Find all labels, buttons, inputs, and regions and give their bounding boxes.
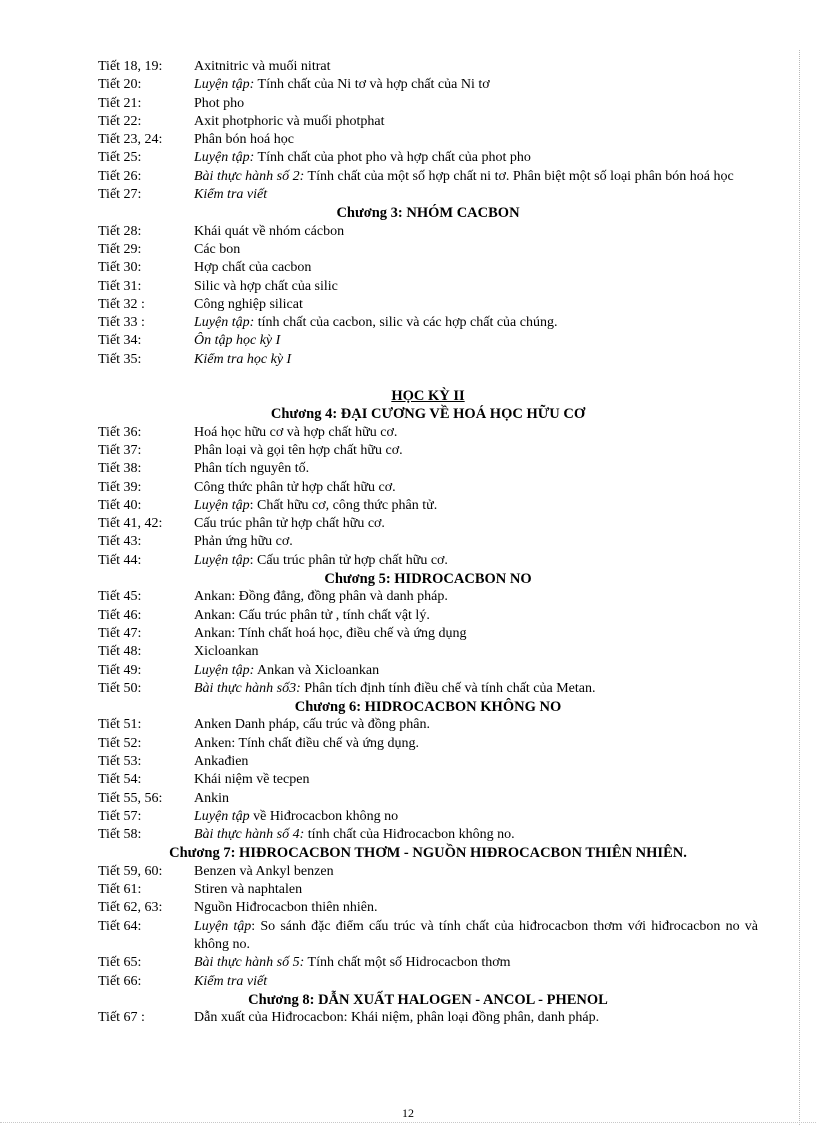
lesson-label: Tiết 45:: [98, 589, 142, 605]
lesson-row: [98, 314, 758, 332]
lesson-row: [98, 168, 758, 186]
lesson-description: Khái quát về nhóm cácbon: [194, 223, 345, 239]
lesson-description: Cấu trúc phân tử hợp chất hữu cơ.: [194, 516, 385, 532]
lesson-row: [98, 497, 758, 515]
lesson-label: Tiết 53:: [98, 753, 142, 769]
lesson-text: [194, 808, 758, 826]
lesson-row: [98, 954, 758, 972]
lesson-description: Xicloankan: [194, 644, 259, 660]
lesson-label: Tiết 55, 56:: [98, 790, 163, 806]
lesson-label: Tiết 26:: [98, 168, 142, 184]
lesson-label: Tiết 29:: [98, 241, 142, 257]
lesson-description: tính chất của cacbon, silic và các hợp chất của chúng.: [254, 315, 558, 331]
lesson-row: [98, 149, 758, 167]
lesson-text: [194, 735, 758, 753]
chapter-heading: Chương 3: NHÓM CACBON: [336, 205, 520, 222]
lesson-text: [194, 479, 758, 497]
lesson-label: Tiết 23, 24:: [98, 132, 163, 148]
lesson-label: Tiết 34:: [98, 333, 142, 349]
lesson-row: [98, 424, 758, 442]
lesson-label: Tiết 33 :: [98, 315, 145, 331]
lesson-label: Tiết 40:: [98, 497, 142, 513]
lesson-label: Tiết 52:: [98, 735, 142, 751]
lesson-row: [98, 899, 758, 917]
lesson-type: Luyện tập: [194, 552, 250, 568]
lesson-type: Luyện tập: [194, 918, 252, 934]
lesson-text: [194, 186, 758, 204]
lesson-label: Tiết 49:: [98, 662, 142, 678]
lesson-type: Bài thực hành số 2:: [194, 168, 305, 184]
lesson-label: Tiết 57:: [98, 808, 142, 824]
lesson-label: Tiết 20:: [98, 77, 142, 93]
lesson-label: Tiết 21:: [98, 95, 142, 111]
lesson-description: Tính chất của phot pho và hợp chất của phot pho: [254, 150, 531, 166]
lesson-description: Hoá học hữu cơ và hợp chất hữu cơ.: [194, 424, 398, 440]
lesson-text: [194, 533, 758, 551]
lesson-row: [98, 278, 758, 296]
lesson-label: Tiết 48:: [98, 644, 142, 660]
lesson-type: Bài thực hành số 5:: [194, 955, 305, 971]
lesson-label: Tiết 61:: [98, 882, 142, 898]
lesson-label: Tiết 66:: [98, 973, 142, 989]
chapter-heading: Chương 4: ĐẠI CƯƠNG VỀ HOÁ HỌC HỮU CƠ: [270, 406, 586, 423]
lesson-description: Anken: Tính chất điều chế và ứng dụng.: [194, 735, 420, 751]
lesson-text: [194, 954, 758, 972]
lesson-description: Tính chất của Ni tơ và hợp chất của Ni tơ: [254, 77, 490, 93]
lesson-row: [98, 332, 758, 350]
lesson-label: Tiết 32 :: [98, 296, 145, 312]
lesson-row: [98, 680, 758, 698]
lesson-row: [98, 186, 758, 204]
lesson-label: Tiết 47:: [98, 625, 142, 641]
lesson-type: Bài thực hành số 4:: [194, 827, 305, 843]
lesson-description: Phân loại và gọi tên hợp chất hữu cơ.: [194, 442, 403, 458]
lesson-text: [194, 753, 758, 771]
page-border-dotted: [799, 50, 800, 1125]
lesson-type: Luyện tập:: [194, 150, 255, 166]
lesson-text: [194, 881, 758, 899]
lesson-label: Tiết 37:: [98, 442, 142, 458]
lesson-row: [98, 58, 758, 76]
lesson-row: [98, 479, 758, 497]
lesson-type: Kiểm tra học kỳ I: [194, 351, 292, 367]
lesson-label: Tiết 35:: [98, 351, 142, 367]
lesson-description: Phản ứng hữu cơ.: [194, 534, 293, 550]
lesson-description: Ankin: [194, 790, 229, 806]
lesson-type: Luyện tập: [194, 497, 250, 513]
lesson-text: [194, 552, 758, 570]
lesson-text: [194, 680, 758, 698]
lesson-description: Anken Danh pháp, cấu trúc và đồng phân.: [194, 717, 430, 733]
lesson-text: [194, 515, 758, 533]
lesson-description: Tính chất một số Hidrocacbon thơm: [304, 955, 511, 971]
lesson-description: Phân tích nguyên tố.: [194, 461, 310, 477]
lesson-row: [98, 662, 758, 680]
lesson-description: Ankađien: [194, 753, 249, 769]
lesson-label: Tiết 18, 19:: [98, 59, 163, 74]
lesson-row: [98, 625, 758, 643]
lesson-text: [194, 460, 758, 478]
lesson-text: [194, 131, 758, 149]
chapter-heading: Chương 8: DẪN XUẤT HALOGEN - ANCOL - PHENOL: [248, 991, 608, 1008]
lesson-text: [194, 790, 758, 808]
lesson-row: [98, 76, 758, 94]
lesson-row: [98, 753, 758, 771]
lesson-description: Phot pho: [194, 95, 245, 111]
lesson-row: [98, 588, 758, 606]
lesson-description: Ankan: Tính chất hoá học, điều chế và ứng dụng: [194, 625, 467, 641]
lesson-text: [194, 442, 758, 460]
lesson-label: Tiết 22:: [98, 113, 142, 129]
lesson-description: Công nghiệp silicat: [194, 296, 303, 312]
lesson-text: [194, 314, 758, 332]
lesson-text: [194, 662, 758, 680]
lesson-text: [194, 497, 758, 515]
lesson-description: Stiren và naphtalen: [194, 882, 303, 898]
lesson-text: [194, 223, 758, 241]
lesson-label: Tiết 25:: [98, 150, 142, 166]
lesson-description: : So sánh đặc điểm cấu trúc và tính chất của hiđrocacbon thơm với hiđrocacbon no và không no.: [194, 918, 758, 952]
chapter-heading: Chương 6: HIDROCACBON KHÔNG NO: [294, 699, 562, 716]
semester-heading: HỌC KỲ II: [391, 388, 465, 405]
lesson-text: [194, 918, 758, 955]
lesson-row: [98, 881, 758, 899]
lesson-label: Tiết 30:: [98, 260, 142, 276]
lesson-description: về Hiđrocacbon không no: [249, 808, 399, 824]
lesson-description: Silic và hợp chất của silic: [194, 278, 338, 294]
lesson-label: Tiết 46:: [98, 607, 142, 623]
lesson-text: [194, 168, 758, 186]
lesson-type: Luyện tập:: [194, 315, 255, 331]
lesson-row: [98, 460, 758, 478]
lesson-label: Tiết 50:: [98, 680, 142, 696]
lesson-row: [98, 607, 758, 625]
lesson-type: Ôn tập học kỳ I: [194, 333, 281, 349]
lesson-text: [194, 716, 758, 734]
lesson-row: [98, 296, 758, 314]
lesson-description: Benzen và Ankyl benzen: [194, 863, 334, 879]
lesson-label: Tiết 54:: [98, 772, 142, 788]
lesson-row: [98, 515, 758, 533]
lesson-text: [194, 588, 758, 606]
lesson-description: Khái niệm về tecpen: [194, 772, 310, 788]
lesson-text: [194, 278, 758, 296]
lesson-type: Luyện tập:: [194, 77, 255, 93]
lesson-description: : Chất hữu cơ, công thức phân tử.: [249, 497, 438, 513]
lesson-text: [194, 76, 758, 94]
lesson-row: [98, 351, 758, 369]
lesson-label: Tiết 64:: [98, 918, 142, 934]
lesson-row: [98, 808, 758, 826]
page-number: 12: [402, 1106, 414, 1120]
chapter-heading: Chương 5: HIDROCACBON NO: [324, 571, 532, 588]
lesson-text: [194, 58, 758, 76]
lesson-label: Tiết 59, 60:: [98, 863, 163, 879]
lesson-description: Ankan: Đồng đẳng, đồng phân và danh pháp.: [194, 589, 448, 605]
lesson-description: Axit photphoric và muối photphat: [194, 113, 385, 129]
lesson-description: Ankan và Xicloankan: [254, 662, 380, 678]
lesson-row: [98, 643, 758, 661]
lesson-label: Tiết 65:: [98, 955, 142, 971]
lesson-text: [194, 424, 758, 442]
lesson-row: [98, 790, 758, 808]
lesson-label: Tiết 51:: [98, 717, 142, 733]
lesson-text: [194, 973, 758, 991]
lesson-row: [98, 918, 758, 955]
curriculum-content: [98, 58, 758, 1027]
lesson-description: Tính chất của một số hợp chất ni tơ. Phân biệt một số loại phân bón hoá học: [304, 168, 734, 184]
lesson-description: Axitnitric và muối nitrat: [194, 59, 331, 74]
lesson-text: [194, 899, 758, 917]
lesson-label: Tiết 28:: [98, 223, 142, 239]
lesson-text: [194, 826, 758, 844]
lesson-type: Kiểm tra viết: [194, 973, 268, 989]
chapter-heading: Chương 7: HIĐROCACBON THƠM - NGUỒN HIĐROCACBON THIÊN NHIÊN.: [169, 845, 687, 862]
lesson-description: Dẫn xuất của Hiđrocacbon: Khái niệm, phân loại đồng phân, danh pháp.: [194, 1010, 600, 1026]
lesson-row: [98, 533, 758, 551]
lesson-description: Nguồn Hiđrocacbon thiên nhiên.: [194, 900, 378, 916]
lesson-label: Tiết 43:: [98, 534, 142, 550]
lesson-text: [194, 771, 758, 789]
lesson-type: Kiểm tra viết: [194, 187, 268, 203]
lesson-text: [194, 332, 758, 350]
lesson-text: [194, 95, 758, 113]
lesson-text: [194, 1009, 758, 1027]
lesson-description: Hợp chất của cacbon: [194, 260, 312, 276]
lesson-row: [98, 826, 758, 844]
lesson-description: Phân bón hoá học: [194, 132, 294, 148]
lesson-description: Ankan: Cấu trúc phân tử , tính chất vật lý.: [194, 607, 430, 623]
lesson-label: Tiết 36:: [98, 424, 142, 440]
lesson-row: [98, 735, 758, 753]
lesson-row: [98, 552, 758, 570]
lesson-text: [194, 351, 758, 369]
lesson-description: Các bon: [194, 241, 241, 257]
lesson-row: [98, 223, 758, 241]
lesson-description: tính chất của Hiđrocacbon không no.: [304, 827, 515, 843]
lesson-label: Tiết 62, 63:: [98, 900, 163, 916]
lesson-label: Tiết 67 :: [98, 1010, 145, 1026]
lesson-row: [98, 771, 758, 789]
lesson-row: [98, 131, 758, 149]
lesson-row: [98, 973, 758, 991]
lesson-row: [98, 716, 758, 734]
lesson-label: Tiết 31:: [98, 278, 142, 294]
lesson-text: [194, 625, 758, 643]
lesson-text: [194, 149, 758, 167]
lesson-label: Tiết 39:: [98, 479, 142, 495]
lesson-text: [194, 607, 758, 625]
lesson-row: [98, 259, 758, 277]
lesson-label: Tiết 58:: [98, 827, 142, 843]
lesson-row: [98, 1009, 758, 1027]
lesson-label: Tiết 44:: [98, 552, 142, 568]
lesson-type: Luyện tập:: [194, 662, 255, 678]
lesson-label: Tiết 27:: [98, 187, 142, 203]
lesson-row: [98, 863, 758, 881]
lesson-description: Công thức phân tử hợp chất hữu cơ.: [194, 479, 396, 495]
lesson-text: [194, 863, 758, 881]
lesson-row: [98, 442, 758, 460]
lesson-text: [194, 259, 758, 277]
lesson-description: : Cấu trúc phân tử hợp chất hữu cơ.: [249, 552, 448, 568]
lesson-type: Luyện tập: [194, 808, 250, 824]
lesson-text: [194, 241, 758, 259]
lesson-label: Tiết 41, 42:: [98, 516, 163, 532]
lesson-description: Phân tích định tính điều chế và tính chất của Metan.: [300, 680, 596, 696]
lesson-row: [98, 113, 758, 131]
lesson-row: [98, 95, 758, 113]
lesson-text: [194, 296, 758, 314]
lesson-row: [98, 241, 758, 259]
lesson-label: Tiết 38:: [98, 461, 142, 477]
lesson-text: [194, 113, 758, 131]
lesson-text: [194, 643, 758, 661]
lesson-type: Bài thực hành số3:: [194, 680, 301, 696]
